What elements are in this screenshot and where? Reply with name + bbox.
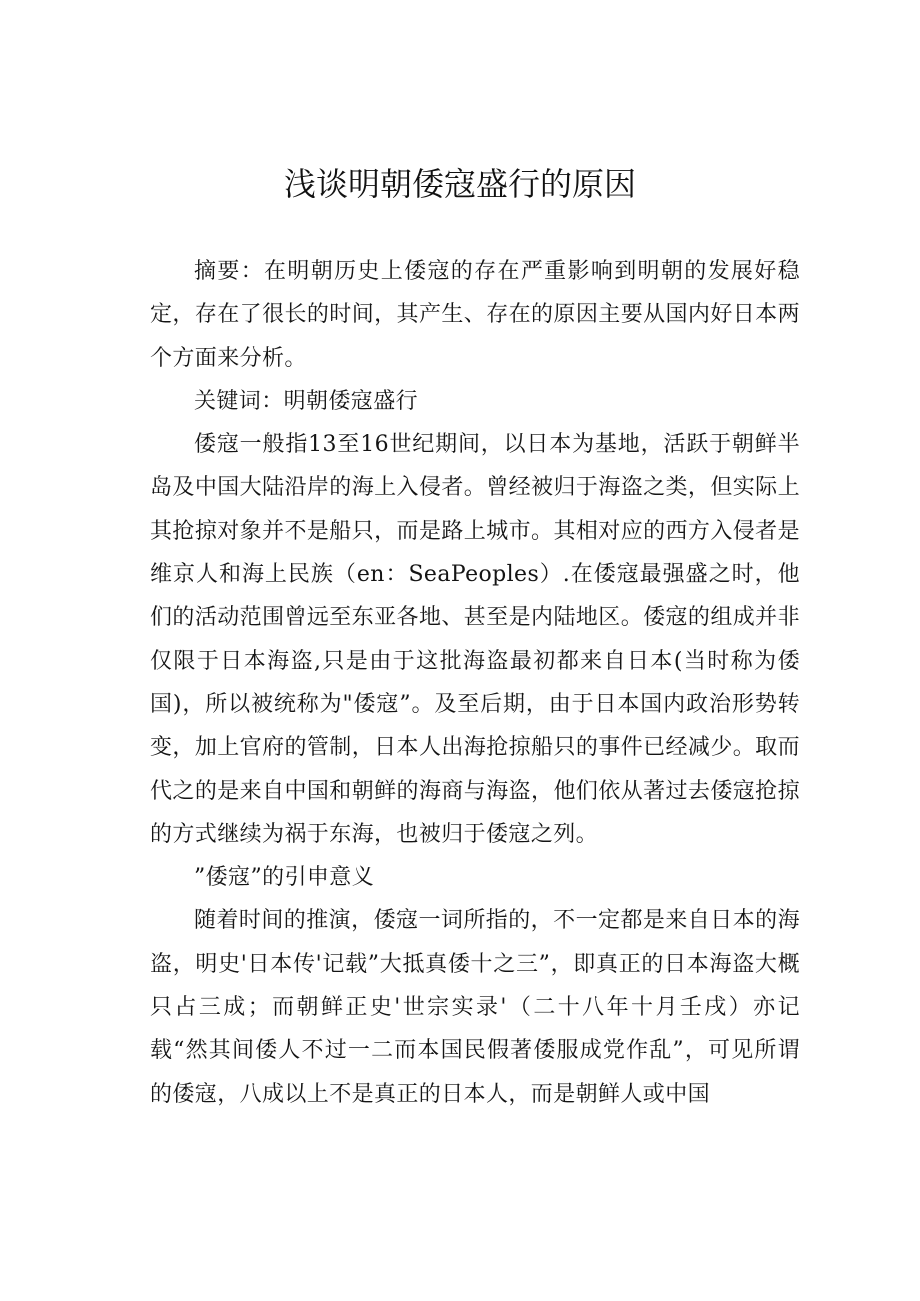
body-paragraph: 随着时间的推演，倭寇一词所指的，不一定都是来自日本的海盗，明史'日本传'记载”大抵真倭十之三”，即真正的日本海盗大概只占三成；而朝鲜正史'世宗实录'（二十八年十月壬戌）亦记载“然其间倭人不过一二而本国民假著倭服成党作乱”，可见所谓的倭寇，八成以上不是真正的日本人，而是朝鲜人或中国 — [150, 908, 800, 1107]
document-title: 浅谈明朝倭寇盛行的原因 — [283, 165, 636, 203]
body-paragraph: 倭寇一般指13至16世纪期间，以日本为基地，活跃于朝鲜半岛及中国大陆沿岸的海上入侵者。曾经被归于海盗之类，但实际上其抢掠对象并不是船只，而是路上城市。其相对应的西方入侵者是维京人和海上民族（en：SeaPeoples）.在倭寇最强盛之时，他们的活动范围曾远至东亚各地、甚至是内陆地区。倭寇的组成并非仅限于日本海盗,只是由于这批海盗最初都来自日本(当时称为倭国)，所以被统称为"倭寇”。及至后期，由于日本国内政治形势转变，加上官府的管制，日本人出海抢掠船只的事件已经减少。取而代之的是来自中国和朝鲜的海商与海盗，他们依从著过去倭寇抢掠的方式继续为祸于东海，也被归于倭寇之列。 — [150, 432, 800, 847]
keywords-paragraph: 关键词：明朝倭寇盛行 — [194, 388, 419, 414]
document-body — [150, 250, 800, 1116]
section-heading: ”倭寇”的引申意义 — [194, 865, 375, 891]
abstract-paragraph: 摘要：在明朝历史上倭寇的存在严重影响到明朝的发展好稳定，存在了很长的时间，其产生、存在的原因主要从国内好日本两个方面来分析。 — [150, 259, 800, 371]
